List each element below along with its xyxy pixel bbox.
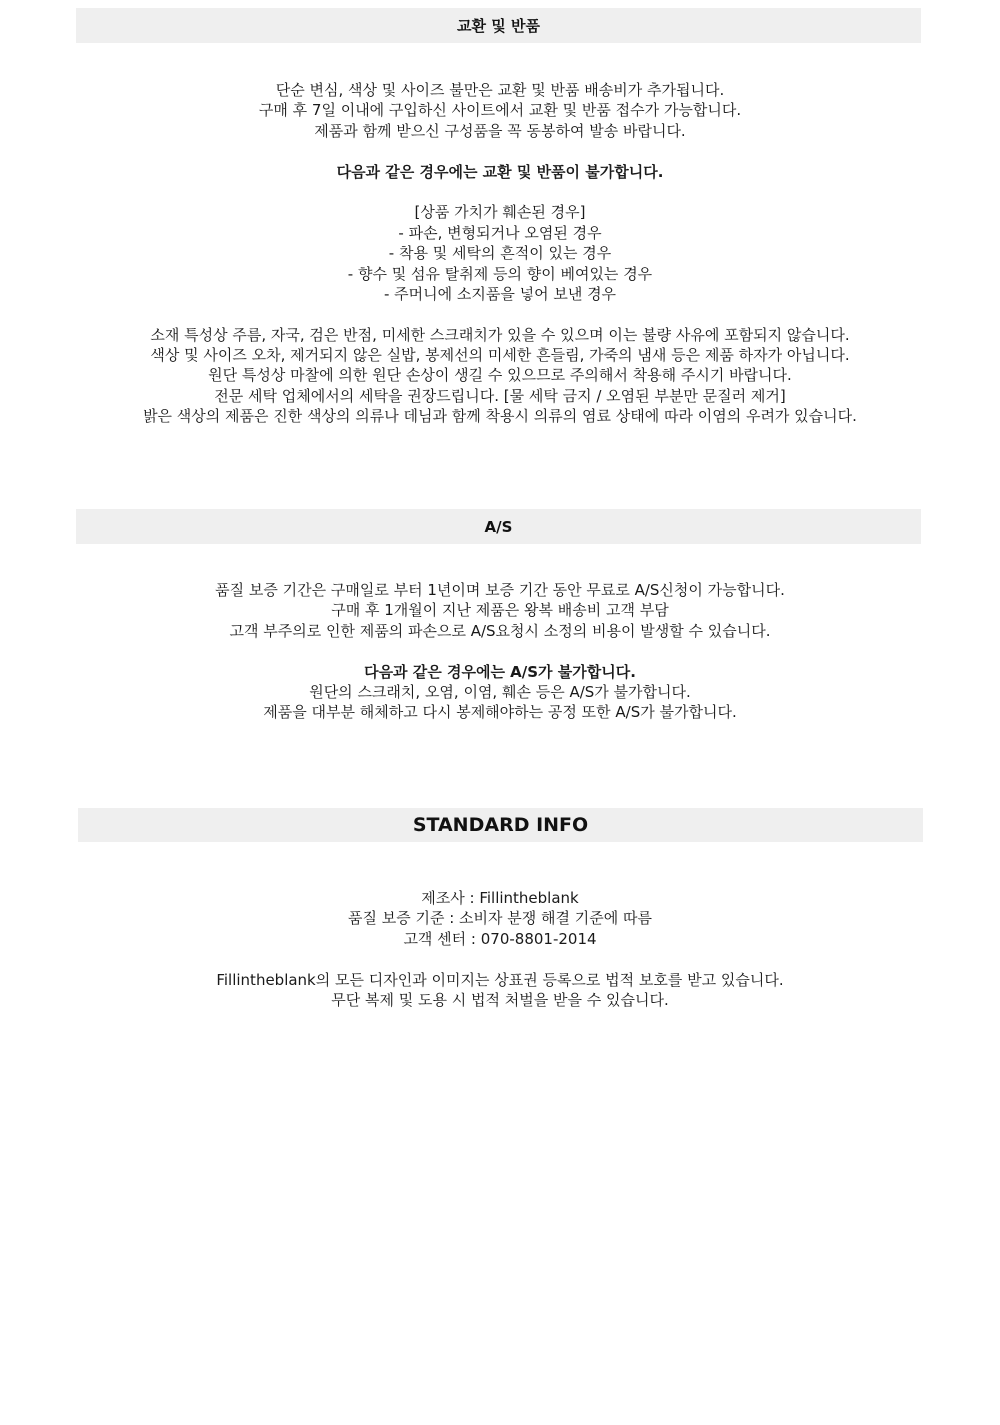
exchange-section-title: 교환 및 반품 bbox=[457, 17, 540, 35]
exchange-exception-item: - 향수 및 섬유 탈취제 등의 향이 베여있는 경우 bbox=[347, 264, 653, 283]
exchange-notice: 다음과 같은 경우에는 교환 및 반품이 불가합니다. bbox=[336, 162, 664, 181]
as-section-title: A/S bbox=[484, 517, 513, 536]
material-note-line: 밝은 색상의 제품은 진한 색상의 의류나 데님과 함께 착용시 의류의 염료 상태에 따라 이염의 우려가 있습니다. bbox=[143, 407, 857, 426]
standard-info-line: 품질 보증 기준 : 소비자 분쟁 해결 기준에 따름 bbox=[347, 909, 653, 928]
as-exception-line: 원단의 스크래치, 오염, 이염, 훼손 등은 A/S가 불가합니다. bbox=[309, 682, 691, 701]
copyright-line: 무단 복제 및 도용 시 법적 처벌을 받을 수 있습니다. bbox=[331, 990, 669, 1009]
standard-info-section-header bbox=[78, 808, 923, 842]
as-section-body bbox=[0, 580, 1000, 723]
exchange-exception-heading: [상품 가치가 훼손된 경우] bbox=[414, 203, 586, 222]
exchange-section-body bbox=[0, 80, 1000, 427]
exchange-policy-line: 단순 변심, 색상 및 사이즈 불만은 교환 및 반품 배송비가 추가됩니다. bbox=[275, 81, 725, 99]
as-exception-line: 제품을 대부분 해체하고 다시 봉제해야하는 공정 또한 A/S가 불가합니다. bbox=[263, 703, 737, 722]
as-policy-line: 구매 후 1개월이 지난 제품은 왕복 배송비 고객 부담 bbox=[331, 601, 669, 620]
material-note-line: 원단 특성상 마찰에 의한 원단 손상이 생길 수 있으므로 주의해서 착용해 주시기 바랍니다. bbox=[208, 366, 792, 385]
standard-info-section-body bbox=[0, 888, 1000, 1010]
as-section-header bbox=[76, 509, 921, 544]
copyright-line: Fillintheblank의 모든 디자인과 이미지는 상표권 등록으로 법적 보호를 받고 있습니다. bbox=[216, 970, 784, 989]
exchange-exception-item: - 주머니에 소지품을 넣어 보낸 경우 bbox=[383, 284, 617, 303]
exchange-exception-item: - 파손, 변형되거나 오염된 경우 bbox=[398, 223, 602, 242]
exchange-policy-line: 구매 후 7일 이내에 구입하신 사이트에서 교환 및 반품 접수가 가능합니다. bbox=[258, 101, 742, 120]
material-note-line: 소재 특성상 주름, 자국, 검은 반점, 미세한 스크래치가 있을 수 있으며 이는 불량 사유에 포함되지 않습니다. bbox=[150, 325, 850, 344]
as-notice: 다음과 같은 경우에는 A/S가 불가합니다. bbox=[364, 662, 636, 681]
exchange-policy-line: 제품과 함께 받으신 구성품을 꼭 동봉하여 발송 바랍니다. bbox=[314, 121, 686, 140]
exchange-section-header bbox=[76, 8, 921, 43]
standard-info-line: 제조사 : Fillintheblank bbox=[421, 889, 579, 907]
material-note-line: 색상 및 사이즈 오차, 제거되지 않은 실밥, 봉제선의 미세한 흔들림, 가죽의 냄새 등은 제품 하자가 아닙니다. bbox=[150, 346, 850, 365]
material-note-line: 전문 세탁 업체에서의 세탁을 권장드립니다. [물 세탁 금지 / 오염된 부분만 문질러 제거] bbox=[214, 386, 786, 405]
as-policy-line: 고객 부주의로 인한 제품의 파손으로 A/S요청시 소정의 비용이 발생할 수 있습니다. bbox=[229, 621, 771, 640]
standard-info-line: 고객 센터 : 070-8801-2014 bbox=[403, 929, 597, 948]
as-policy-line: 품질 보증 기간은 구매일로 부터 1년이며 보증 기간 동안 무료로 A/S신청이 가능합니다. bbox=[215, 581, 785, 599]
standard-info-section-title: STANDARD INFO bbox=[412, 814, 589, 836]
exchange-exception-item: - 착용 및 세탁의 흔적이 있는 경우 bbox=[388, 244, 612, 263]
